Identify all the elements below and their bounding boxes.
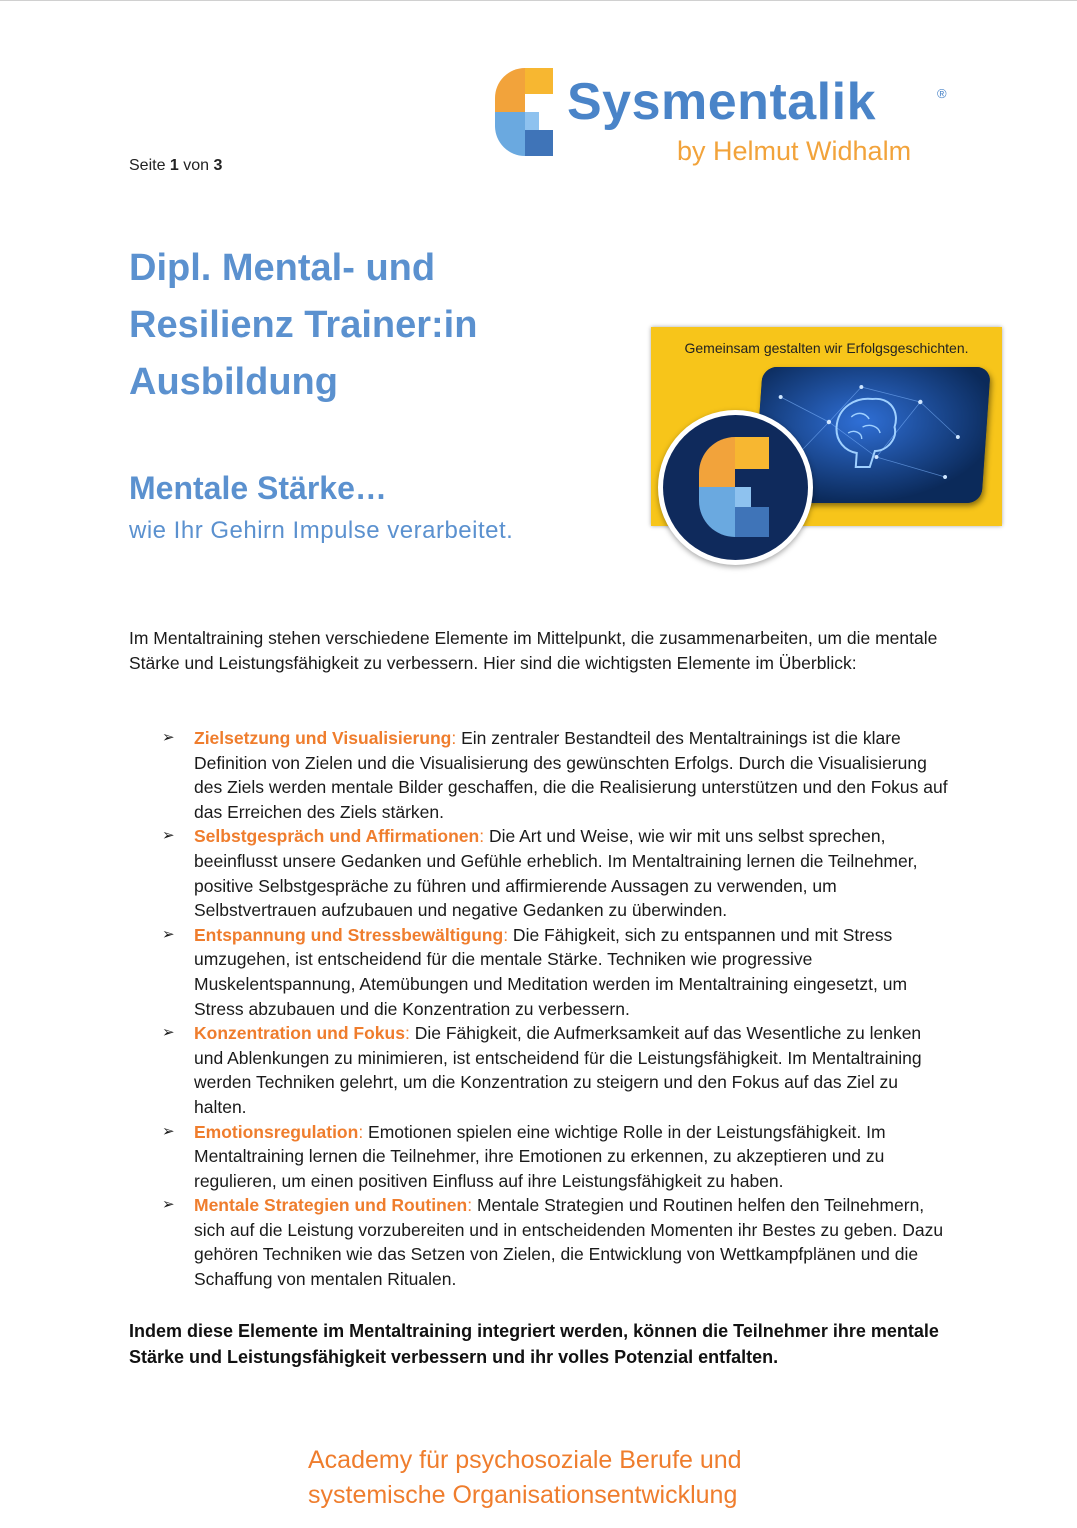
item-title: Emotionsregulation bbox=[194, 1121, 359, 1142]
item-colon: : bbox=[479, 826, 485, 847]
page-title-line: Dipl. Mental- und bbox=[129, 247, 436, 289]
banner-caption: Gemeinsam gestalten wir Erfolgsgeschichten. bbox=[684, 340, 969, 356]
item-colon: : bbox=[503, 924, 509, 945]
sysmentalik-emblem-icon bbox=[663, 415, 808, 560]
footer-line: systemische Organisationsentwicklung bbox=[308, 1481, 738, 1509]
arrow-bullet-icon: ➢ bbox=[162, 827, 175, 845]
top-rule bbox=[0, 0, 1077, 1]
logo-wordmark: Sysmentalik bbox=[567, 73, 876, 131]
list-item bbox=[160, 1193, 950, 1291]
page-counter-current: 1 bbox=[169, 157, 179, 174]
list-item bbox=[160, 923, 950, 1021]
list-item bbox=[160, 824, 950, 922]
section-subtitle: Mentale Stärke… bbox=[129, 470, 387, 506]
page-title-line: Ausbildung bbox=[129, 361, 338, 403]
arrow-bullet-icon: ➢ bbox=[162, 925, 175, 943]
list-item bbox=[160, 1120, 950, 1194]
item-text: Die Fähigkeit, sich zu entspannen und mit Stress umzugehen, ist entscheidend für die mentale Stärke. Techniken wie progressive Muskelentspannung, Atemübungen und Meditation werden im Mentaltraining eingesetzt, um Stress abzubauen und die Konzentration zu verbessern. bbox=[194, 924, 908, 1019]
item-text: Mentale Strategien und Routinen helfen den Teilnehmern, sich auf die Leistung vorzubereiten und in entscheidenden Momenten ihr Bestes zu geben. Dazu gehören Techniken wie das Setzen von Zielen, die Entwicklung von Wettkampfplänen und die Schaffung von mentalen Ritualen. bbox=[194, 1195, 944, 1290]
item-title: Konzentration und Fokus bbox=[194, 1023, 405, 1044]
item-title: Mentale Strategien und Routinen bbox=[194, 1195, 468, 1216]
item-title: Zielsetzung und Visualisierung bbox=[194, 728, 452, 748]
item-colon: : bbox=[404, 1023, 410, 1044]
item-colon: : bbox=[358, 1121, 364, 1142]
sysmentalik-logo-mark-icon bbox=[495, 68, 555, 156]
arrow-bullet-icon: ➢ bbox=[162, 729, 175, 746]
list-item bbox=[160, 1021, 950, 1119]
page-counter-total: 3 bbox=[213, 157, 223, 174]
item-text: Die Art und Weise, wie wir mit uns selbst sprechen, beeinflusst unsere Gedanken und Gefühle erheblich. Im Mentaltraining lernen die Teilnehmer, positive Selbstgespräche zu führen und affirmierende Aussagen zu verwenden, um Selbstvertrauen aufzubauen und negative Gedanken zu überwinden. bbox=[194, 826, 918, 921]
logo-byline: by Helmut Widhalm bbox=[677, 136, 912, 166]
footer-academy bbox=[308, 1443, 868, 1513]
arrow-bullet-icon: ➢ bbox=[162, 1196, 175, 1214]
arrow-bullet-icon: ➢ bbox=[162, 1024, 175, 1042]
page-counter-label: Seite bbox=[129, 157, 166, 174]
item-text: Emotionen spielen eine wichtige Rolle in der Leistungsfähigkeit. Im Mentaltraining lernen die Teilnehmer, ihre Emotionen zu erkennen, zu akzeptieren und zu regulieren, um einen positiven Einfluss auf ihre Leistungsfähigkeit zu haben. bbox=[194, 1121, 886, 1191]
emblem-background bbox=[663, 415, 808, 560]
item-title: Entspannung und Stressbewältigung bbox=[194, 924, 504, 945]
conclusion-paragraph: Indem diese Elemente im Mentaltraining integriert werden, können die Teilnehmer ihre mentale Stärke und Leistungsfähigkeit verbessern und ihr volles Potenzial entfalten. bbox=[129, 1321, 939, 1367]
page-counter-of: von bbox=[183, 157, 210, 174]
item-text: Die Fähigkeit, die Aufmerksamkeit auf das Wesentliche zu lenken und Ablenkungen zu minimieren, ist entscheidend für die Leistungsfähigkeit. Im Mentaltraining werden Techniken gelehrt, um die Konzentration zu steigern und den Fokus auf das Ziel zu halten. bbox=[194, 1023, 922, 1117]
item-colon: : bbox=[451, 728, 457, 748]
element-list bbox=[160, 726, 950, 1292]
page-title-line: Resilienz Trainer:in bbox=[129, 304, 478, 346]
page-title bbox=[129, 240, 549, 411]
arrow-bullet-icon: ➢ bbox=[162, 1122, 175, 1140]
section-tagline: wie Ihr Gehirn Impulse verarbeitet. bbox=[129, 517, 514, 544]
item-text: Ein zentraler Bestandteil des Mentaltrainings ist die klare Definition von Zielen und die Visualisierung des gewünschten Erfolgs. Durch die Visualisierung des Ziels werden mentale Bilder geschaffen, die die Realisierung unterstützen und den Fokus auf das Erreichen des Ziels stärken. bbox=[194, 728, 948, 822]
sysmentalik-emblem bbox=[658, 410, 813, 565]
footer-line: Academy für psychosoziale Berufe und bbox=[308, 1446, 742, 1474]
intro-paragraph: Im Mentaltraining stehen verschiedene Elemente im Mittelpunkt, die zusammenarbeiten, um die mentale Stärke und Leistungsfähigkeit zu verbessern. Hier sind die wichtigsten Elemente im Überblick: bbox=[129, 628, 938, 673]
item-title: Selbstgespräch und Affirmationen bbox=[194, 826, 480, 847]
item-colon: : bbox=[467, 1195, 473, 1216]
page-counter bbox=[129, 157, 222, 175]
list-item bbox=[160, 726, 950, 824]
sysmentalik-logo bbox=[495, 68, 965, 164]
registered-mark: ® bbox=[937, 86, 947, 101]
